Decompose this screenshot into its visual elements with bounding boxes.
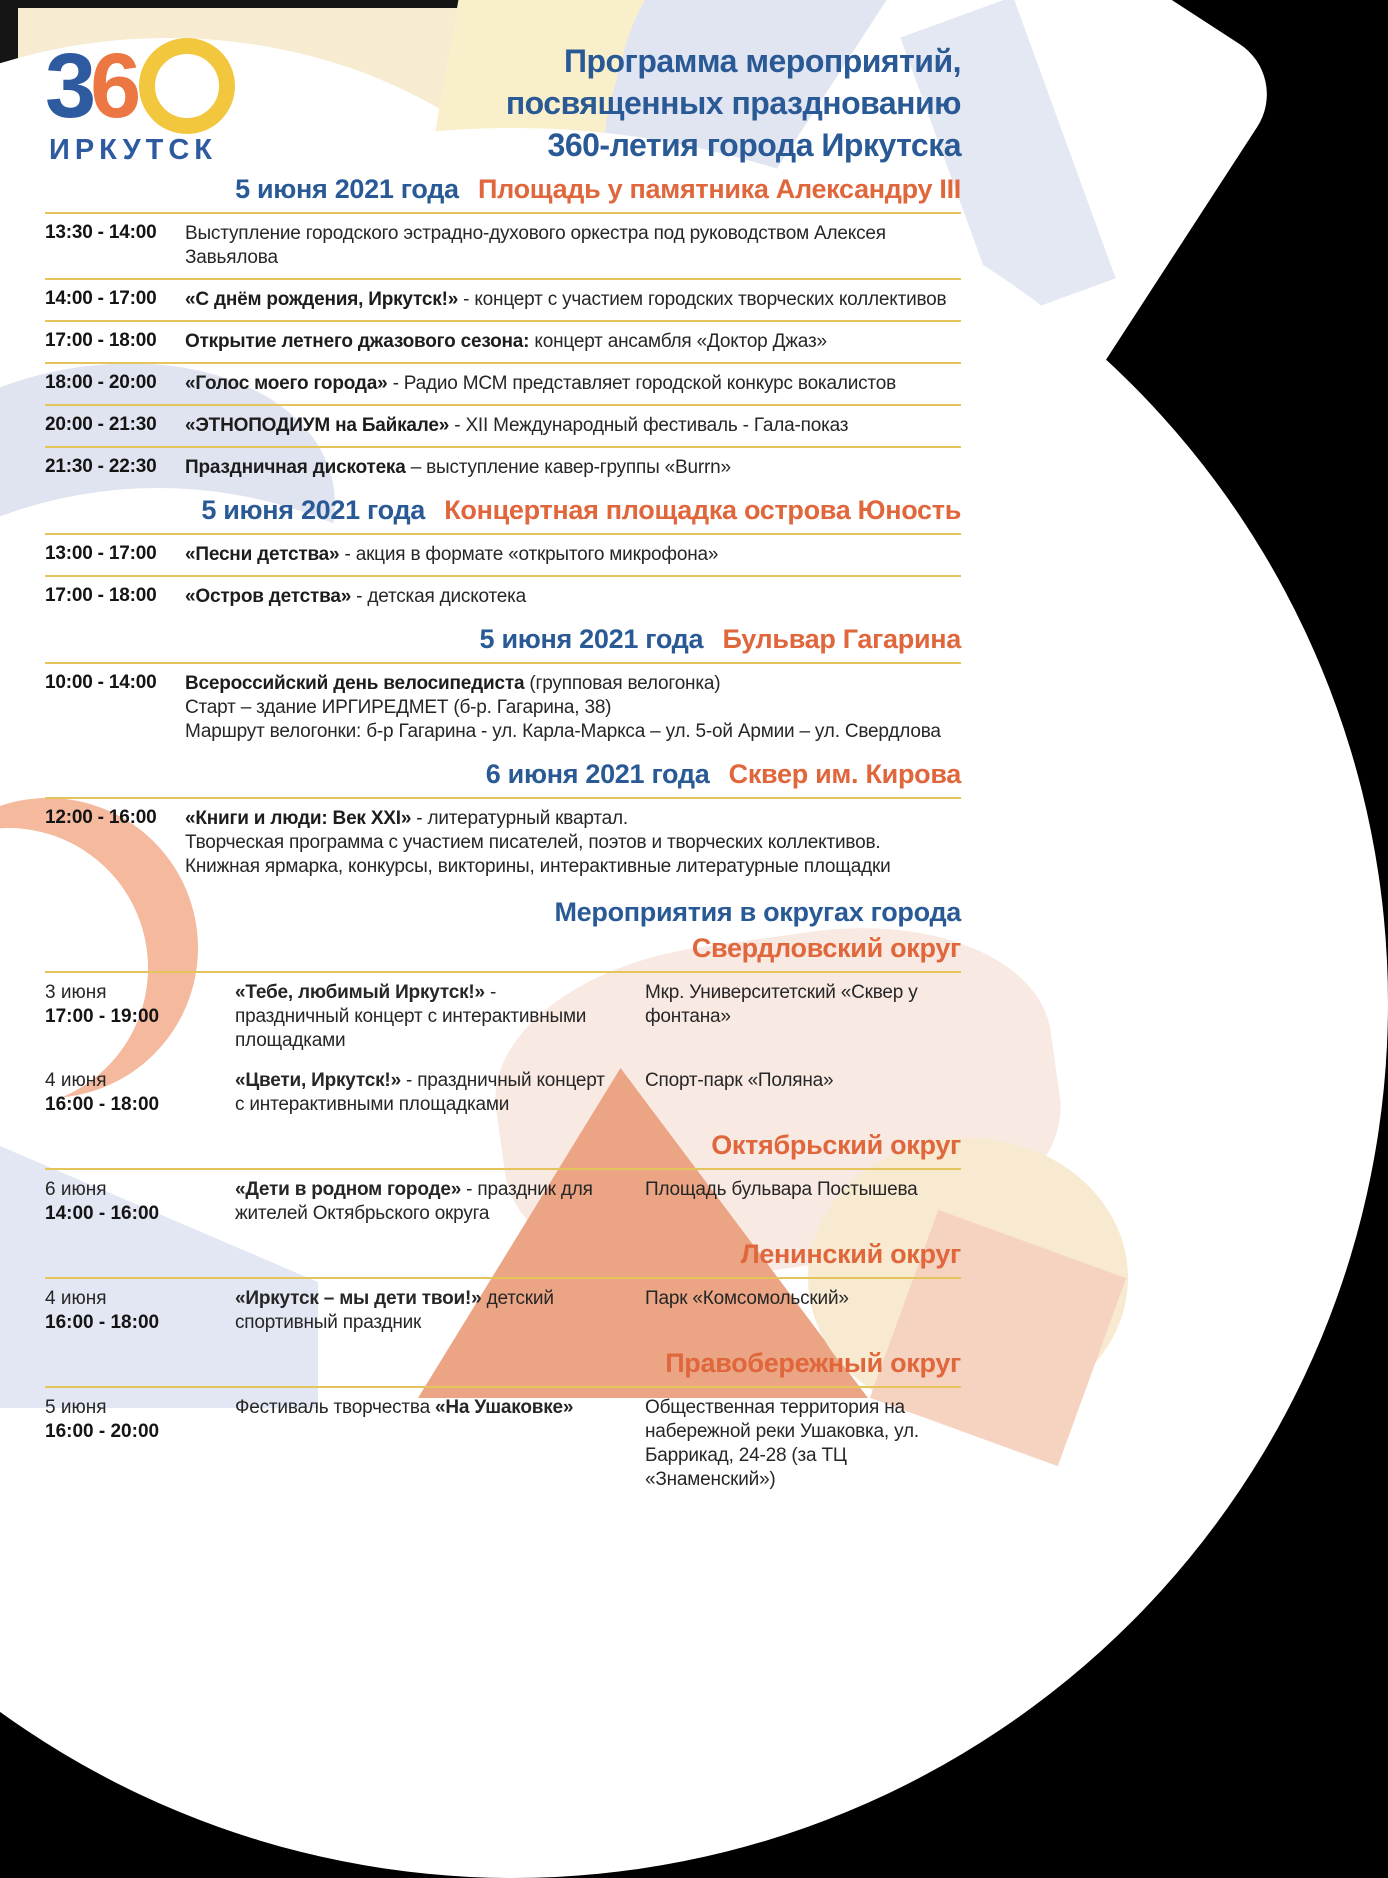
text-post: концерт ансамбля «Доктор Джаз»: [529, 331, 827, 352]
event-date-time: [45, 1178, 195, 1226]
event-description: [185, 543, 961, 567]
district-event-row: [45, 1388, 961, 1500]
district-event-row: [45, 1061, 961, 1125]
event-description: [185, 222, 961, 270]
event-location: Парк «Комсомольский»: [645, 1288, 849, 1309]
event-date: 5 июня: [45, 1397, 107, 1418]
event-description: [235, 981, 605, 1053]
event-description: [235, 1287, 605, 1335]
event-description: [185, 585, 961, 609]
text-bold: Открытие летнего джазового сезона:: [185, 331, 530, 352]
event-text-line: [185, 456, 961, 480]
text-bold: Всероссийский день велосипедиста: [185, 673, 525, 694]
event-description: [185, 288, 961, 312]
event-time: 17:00 - 18:00: [45, 330, 157, 351]
event-text-line: [185, 807, 961, 831]
text-bold: «Остров детства»: [185, 586, 352, 607]
event-text-line: [185, 720, 961, 744]
event-description: [185, 456, 961, 480]
section-header: [45, 167, 961, 212]
event-description: [185, 414, 961, 438]
text-post: - детская дискотека: [351, 586, 527, 607]
event-time: 12:00 - 16:00: [45, 807, 157, 828]
event-date: 4 июня: [45, 1070, 107, 1091]
schedule-row: [45, 664, 961, 752]
text-bold: «Тебе, любимый Иркутск!»: [235, 982, 485, 1003]
title-line-3: 360-летия города Иркутска: [547, 127, 961, 163]
event-location: Площадь бульвара Постышева: [645, 1179, 918, 1200]
schedule-row: [45, 448, 961, 488]
event-time: 13:30 - 14:00: [45, 222, 157, 243]
event-description: [185, 372, 961, 396]
logo-digits: [45, 35, 235, 137]
poster-header: [45, 32, 961, 167]
event-date-time: [45, 1287, 195, 1335]
district-event-row: [45, 1170, 961, 1234]
text-post: - XII Международный фестиваль - Гала-показ: [449, 415, 849, 436]
district-event-row: [45, 1279, 961, 1343]
event-description: [185, 807, 961, 879]
event-date-time: [45, 981, 195, 1053]
text-pre: Творческая программа с участием писателей, поэтов и творческих коллективов.: [185, 832, 881, 853]
event-date: 3 июня: [45, 982, 107, 1003]
district-header: Свердловский округ: [691, 933, 961, 963]
text-pre: Маршрут велогонки: б-р Гагарина - ул. Карла-Маркса – ул. 5-ой Армии – ул. Свердлова: [185, 721, 941, 742]
logo-city-name: ИРКУТСК: [49, 134, 218, 166]
schedule-row: [45, 322, 961, 362]
section-date: 5 июня 2021 года: [235, 174, 459, 204]
event-time: 16:00 - 20:00: [45, 1421, 160, 1442]
logo-digit-3: 3: [45, 35, 93, 137]
event-time: 17:00 - 18:00: [45, 585, 157, 606]
schedule-row: [45, 364, 961, 404]
text-bold: «ЭТНОПОДИУМ на Байкале»: [185, 415, 450, 436]
event-text-line: [185, 696, 961, 720]
poster-page: [18, 8, 986, 1490]
text-post: детский спортивный праздник: [235, 1288, 554, 1333]
city-360-logo: [45, 35, 235, 167]
logo-digit-6: 6: [90, 35, 138, 137]
poster-content: [18, 8, 986, 1500]
section-date: 6 июня 2021 года: [485, 759, 710, 789]
event-location: Спорт-парк «Поляна»: [645, 1070, 834, 1091]
event-time: 13:00 - 17:00: [45, 543, 157, 564]
event-text-line: [185, 585, 961, 609]
text-bold: «Песни детства»: [185, 544, 340, 565]
event-text-line: [185, 855, 961, 879]
text-bold: «На Ушаковке»: [435, 1397, 574, 1418]
title-line-2: посвященных празднованию: [505, 85, 961, 121]
section-header: [45, 617, 961, 662]
text-pre: Старт – здание ИРГИРЕДМЕТ (б-р. Гагарина, 38): [185, 697, 612, 718]
event-text-line: [185, 288, 961, 312]
event-time: 18:00 - 20:00: [45, 372, 157, 393]
event-text-line: [185, 543, 961, 567]
text-bold: Праздничная дискотека: [185, 457, 406, 478]
text-bold: «Книги и люди: Век XXI»: [185, 808, 412, 829]
event-text-line: [185, 372, 961, 396]
section-place: Бульвар Гагарина: [722, 624, 961, 654]
section-header: [45, 488, 961, 533]
event-description: [185, 672, 961, 744]
schedule-row: [45, 214, 961, 278]
event-time: 20:00 - 21:30: [45, 414, 157, 435]
event-time: 17:00 - 19:00: [45, 1006, 160, 1027]
event-text-line: [185, 831, 961, 855]
text-post: - Радио МСМ представляет городской конкурс вокалистов: [387, 373, 896, 394]
event-description: [235, 1178, 605, 1226]
event-date: 4 июня: [45, 1288, 107, 1309]
event-location: Общественная территория на набережной реки Ушаковка, ул. Баррикад, 24-28 (за ТЦ «Знаменский»): [645, 1397, 919, 1490]
event-time: 14:00 - 17:00: [45, 288, 157, 309]
schedule-row: [45, 406, 961, 446]
section-date: 5 июня 2021 года: [479, 624, 704, 654]
event-description: [185, 330, 961, 354]
section-date: 5 июня 2021 года: [201, 495, 426, 525]
schedule-row: [45, 577, 961, 617]
text-post: - концерт с участием городских творческих коллективов: [458, 289, 947, 310]
event-location: Мкр. Университетский «Сквер у фонтана»: [645, 982, 918, 1027]
event-description: [235, 1396, 605, 1492]
schedule-row: [45, 535, 961, 575]
text-pre: Фестиваль творчества: [235, 1397, 436, 1418]
text-bold: «Голос моего города»: [185, 373, 388, 394]
text-pre: Выступление городского эстрадно-духового оркестра под руководством Алексея Завьялова: [185, 223, 886, 268]
section-place: Концертная площадка острова Юность: [444, 495, 961, 525]
section-header: [45, 752, 961, 797]
event-text-line: [185, 222, 961, 270]
event-date-time: [45, 1069, 195, 1117]
event-description: [235, 1069, 605, 1117]
logo-ring-0-icon: [139, 38, 235, 134]
event-text-line: [185, 330, 961, 354]
event-date: 6 июня: [45, 1179, 107, 1200]
district-event-row: [45, 973, 961, 1061]
event-text-line: [185, 672, 961, 696]
poster-title: [506, 40, 961, 166]
text-bold: «Дети в родном городе»: [235, 1179, 462, 1200]
section-place: Сквер им. Кирова: [728, 759, 961, 789]
event-time: 21:30 - 22:30: [45, 456, 157, 477]
text-post: - праздничный концерт с интерактивными площадками: [235, 1070, 605, 1115]
text-post: - праздник для жителей Октябрьского округа: [235, 1179, 593, 1224]
event-time: 16:00 - 18:00: [45, 1094, 160, 1115]
schedule-row: [45, 799, 961, 887]
event-text-line: [185, 414, 961, 438]
section-place: Площадь у памятника Александру III: [477, 174, 961, 204]
text-pre: Книжная ярмарка, конкурсы, викторины, интерактивные литературные площадки: [185, 856, 891, 877]
text-post: - акция в формате «открытого микрофона»: [339, 544, 719, 565]
event-time: 14:00 - 16:00: [45, 1203, 160, 1224]
district-header: Октябрьский округ: [711, 1130, 961, 1160]
event-time: 10:00 - 14:00: [45, 672, 157, 693]
text-post: - литературный квартал.: [411, 808, 628, 829]
district-header: Ленинский округ: [740, 1239, 961, 1269]
district-header: Правобережный округ: [665, 1348, 961, 1378]
districts-title: Мероприятия в округах города: [554, 897, 961, 927]
text-bold: «Иркутск – мы дети твои!»: [235, 1288, 482, 1309]
text-bold: «С днём рождения, Иркутск!»: [185, 289, 459, 310]
schedule-row: [45, 280, 961, 320]
text-post: - праздничный концерт с интерактивными площадками: [235, 982, 587, 1051]
text-post: – выступление кавер-группы «Burrn»: [405, 457, 731, 478]
text-bold: «Цвети, Иркутск!»: [235, 1070, 401, 1091]
text-post: (групповая велогонка): [524, 673, 721, 694]
event-time: 16:00 - 18:00: [45, 1312, 160, 1333]
event-date-time: [45, 1396, 195, 1492]
title-line-1: Программа мероприятий,: [563, 43, 961, 79]
